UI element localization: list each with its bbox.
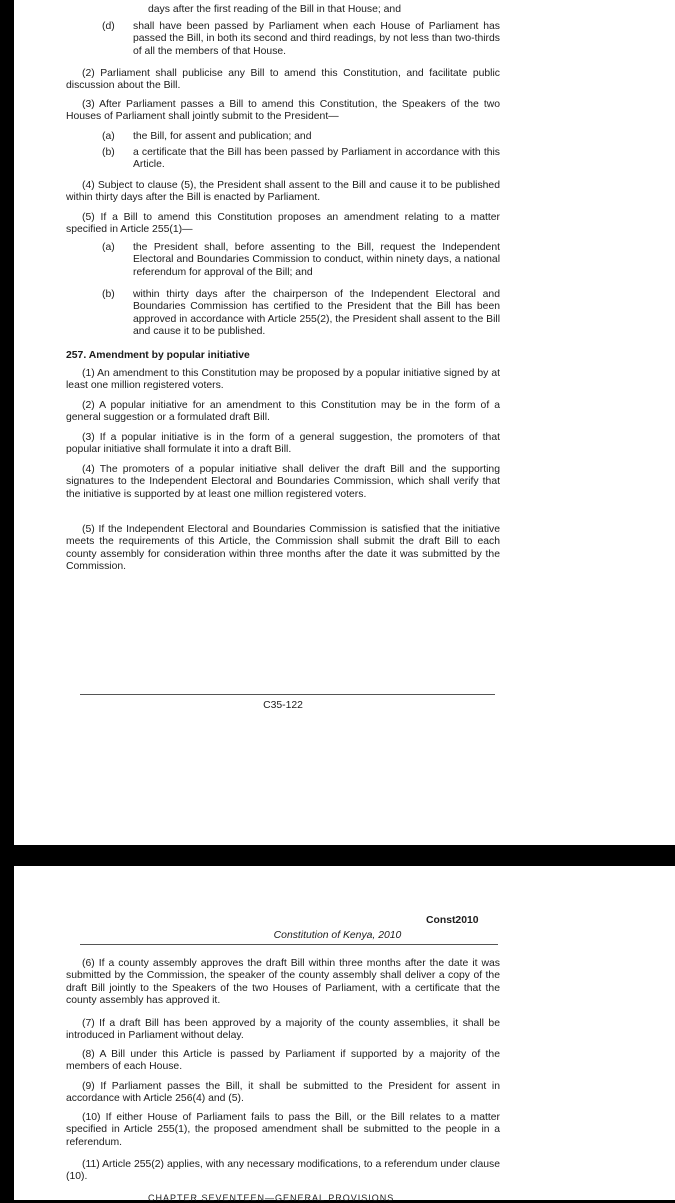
clause-256-3: (3) After Parliament passes a Bill to amend this Constitution, the Speakers of the two Houses of Parliament shall jointly submit to the President— bbox=[66, 99, 500, 123]
header-rule bbox=[80, 944, 498, 945]
item-text: within thirty days after the chairperson of the Independent Electoral and Boundaries Commission has certified to the President that the Bill has been approved in accordance with Article 255(2), the President shall assent to the Bill and cause it to be published. bbox=[133, 289, 500, 337]
item-5b bbox=[102, 289, 500, 338]
clause-256-2: (2) Parliament shall publicise any Bill to amend this Constitution, and facilitate public discussion about the Bill. bbox=[66, 68, 500, 92]
item-label: (b) bbox=[102, 289, 115, 300]
footer-rule bbox=[80, 694, 495, 695]
page-number: C35-122 bbox=[263, 700, 303, 711]
clause-256-4: (4) Subject to clause (5), the President shall assent to the Bill and cause it to be published within thirty days after the Bill is enacted by Parliament. bbox=[66, 180, 500, 204]
item-text: a certificate that the Bill has been passed by Parliament in accordance with this Article. bbox=[133, 147, 500, 171]
clause-257-1: (1) An amendment to this Constitution may be proposed by a popular initiative signed by at least one million registered voters. bbox=[66, 368, 500, 392]
item-3b bbox=[102, 147, 500, 172]
clause-257-11: (11) Article 255(2) applies, with any necessary modifications, to a referendum under clause (10). bbox=[66, 1159, 500, 1183]
clause-257-6: (6) If a county assembly approves the draft Bill within three months after the date it was submitted by the Commission, the speaker of the county assembly shall deliver a copy of the draft Bill jointly to the Speakers of the two Houses of Parliament, with a certificate that the county assembly has approved it. bbox=[66, 958, 500, 1006]
clause-257-2: (2) A popular initiative for an amendment to this Constitution may be in the form of a general suggestion or a formulated draft Bill. bbox=[66, 400, 500, 424]
chapter-heading: CHAPTER SEVENTEEN—GENERAL PROVISIONS bbox=[148, 1193, 395, 1203]
item-label: (b) bbox=[102, 147, 115, 158]
item-text: the President shall, before assenting to the Bill, request the Independent Electoral and Boundaries Commission to conduct, within ninety days, a national referendum for approval of the Bill; and bbox=[133, 242, 500, 278]
clause-257-4: (4) The promoters of a popular initiative shall deliver the draft Bill and the supporting signatures to the Independent Electoral and Boundaries Commission, which shall verify that the initiative is supported by at least one million registered voters. bbox=[66, 464, 500, 500]
continued-line: days after the first reading of the Bill in that House; and bbox=[148, 4, 401, 15]
item-label: (a) bbox=[102, 131, 115, 142]
clause-257-3: (3) If a popular initiative is in the form of a general suggestion, the promoters of that popular initiative shall formulate it into a draft Bill. bbox=[66, 432, 500, 456]
clause-256-5: (5) If a Bill to amend this Constitution proposes an amendment relating to a matter specified in Article 255(1)— bbox=[66, 212, 500, 236]
item-d bbox=[102, 21, 500, 58]
clause-257-7: (7) If a draft Bill has been approved by a majority of the county assemblies, it shall be introduced in Parliament without delay. bbox=[66, 1018, 500, 1042]
header-title: Constitution of Kenya, 2010 bbox=[273, 930, 402, 941]
header-code: Const2010 bbox=[426, 915, 479, 926]
section-heading: 257. Amendment by popular initiative bbox=[66, 350, 250, 361]
clause-257-9: (9) If Parliament passes the Bill, it shall be submitted to the President for assent in accordance with Article 256(4) and (5). bbox=[66, 1081, 500, 1105]
item-5a bbox=[102, 242, 500, 279]
item-text: shall have been passed by Parliament when each House of Parliament has passed the Bill, in both its second and third readings, by not less than two-thirds of all the members of that House. bbox=[133, 21, 500, 57]
clause-257-8: (8) A Bill under this Article is passed by Parliament if supported by a majority of the members of each House. bbox=[66, 1049, 500, 1073]
item-label: (d) bbox=[102, 21, 115, 32]
clause-257-10: (10) If either House of Parliament fails to pass the Bill, or the Bill relates to a matter specified in Article 255(1), the proposed amendment shall be submitted to the people in a referendum. bbox=[66, 1112, 500, 1148]
item-3a bbox=[102, 131, 500, 143]
item-text: the Bill, for assent and publication; and bbox=[133, 131, 312, 142]
clause-257-5: (5) If the Independent Electoral and Boundaries Commission is satisfied that the initiative meets the requirements of this Article, the Commission shall submit the draft Bill to each county assembly for consideration within three months after the date it was submitted by the Commission. bbox=[66, 524, 500, 572]
item-label: (a) bbox=[102, 242, 115, 253]
